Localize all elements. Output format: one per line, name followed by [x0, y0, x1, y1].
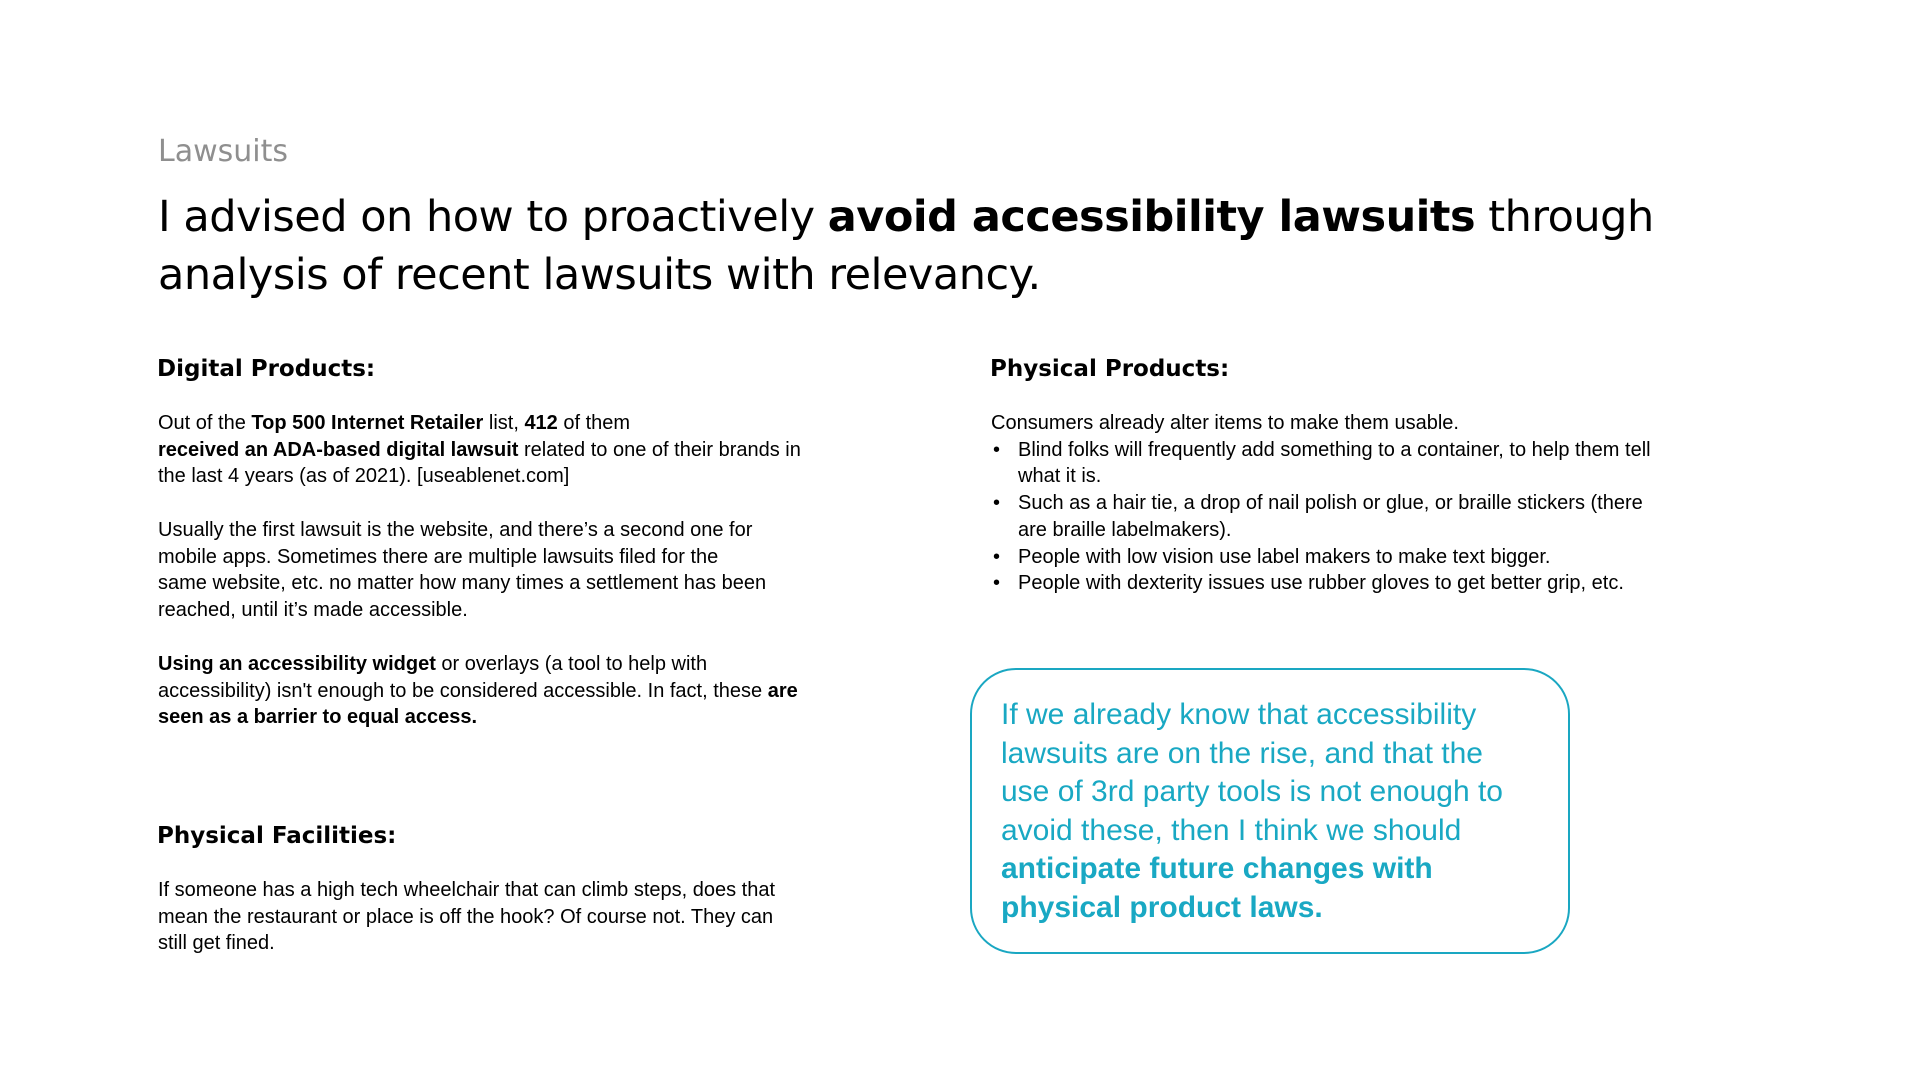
- physical-facilities-heading: Physical Facilities:: [157, 823, 397, 849]
- text-emphasis: Using an accessibility widget: [158, 653, 436, 675]
- facilities-paragraph: If someone has a high tech wheelchair that can climb steps, does that mean the restaurant or place is off the hook? Of course not. They can still get fined.: [158, 879, 776, 955]
- text-emphasis: 412: [524, 412, 558, 434]
- section-kicker: Lawsuits: [158, 134, 289, 169]
- physical-bullet-list: [991, 437, 1651, 597]
- physical-products-heading: Physical Products:: [990, 356, 1230, 382]
- headline-text-end: through analysis of recent lawsuits with relevancy.: [158, 192, 1654, 300]
- physical-intro: Consumers already alter items to make them usable.: [991, 412, 1459, 434]
- list-item: • Blind folks will frequently add something to a container, to help them tell what it is.: [991, 437, 1651, 490]
- digital-paragraph-1: [158, 410, 808, 490]
- headline-emphasis: avoid accessibility lawsuits: [827, 192, 1476, 242]
- conclusion-callout: [970, 668, 1570, 954]
- list-item: • Such as a hair tie, a drop of nail polish or glue, or braille stickers (there are braille labelmakers).: [991, 490, 1651, 543]
- text-emphasis: Top 500 Internet Retailer: [251, 412, 484, 434]
- text-run: of them: [557, 412, 631, 434]
- digital-products-section: [158, 410, 808, 490]
- physical-products-section: [991, 410, 1651, 597]
- digital-paragraph-2: Usually the first lawsuit is the website, and there’s a second one for mobile apps. Sometimes there are multiple lawsuits filed for the same website, etc. no matter how many times a settlement has been reached, until it’s made accessible.: [158, 519, 767, 622]
- text-run: Out of the: [158, 412, 252, 434]
- page-headline: [158, 188, 1798, 304]
- digital-paragraph-3: [158, 651, 798, 731]
- text-emphasis: are seen as a barrier to equal access.: [158, 679, 798, 729]
- text-run: list,: [483, 412, 525, 434]
- headline-text: I advised on how to proactively: [158, 192, 828, 242]
- text-emphasis: received an ADA-based digital lawsuit: [158, 438, 519, 461]
- digital-products-heading: Digital Products:: [157, 356, 376, 382]
- callout-text: If we already know that accessibility lawsuits are on the rise, and that the use of 3rd party tools is not enough to avoid these, then I think we should: [1001, 698, 1503, 847]
- list-item: • People with low vision use label makers to make text bigger.: [991, 544, 1651, 571]
- callout-emphasis: anticipate future changes with physical product laws.: [1001, 852, 1433, 924]
- text-run: related to one of their brands in the last 4 years (as of 2021). [useablenet.com]: [158, 438, 801, 488]
- list-item: • People with dexterity issues use rubber gloves to get better grip, etc.: [991, 570, 1651, 597]
- text-run: or overlays (a tool to help with accessibility) isn't enough to be considered accessible. In fact, these: [158, 653, 768, 702]
